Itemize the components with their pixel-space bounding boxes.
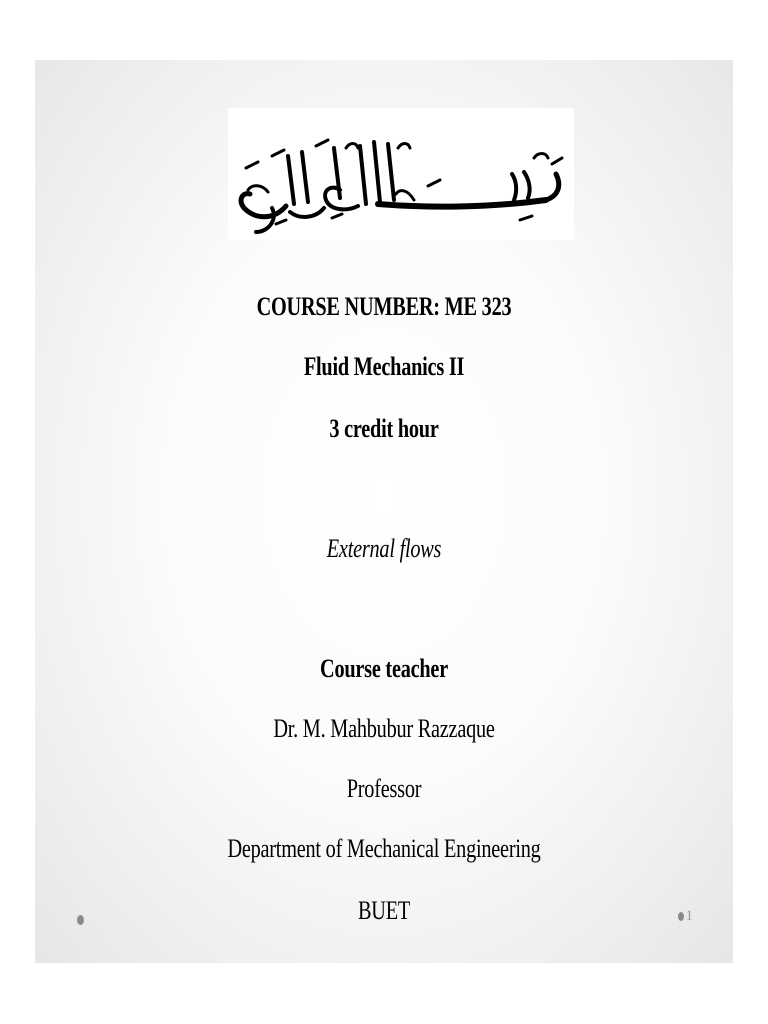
teacher-department: Department of Mechanical Engineering <box>227 834 541 863</box>
course-credit: 3 credit hour <box>329 414 439 443</box>
page-number: 1 <box>685 908 693 924</box>
bullet-dot-icon <box>678 912 684 921</box>
teacher-name: Dr. M. Mahbubur Razzaque <box>273 714 495 743</box>
slide <box>35 60 733 963</box>
basmala-calligraphy-icon <box>228 108 574 240</box>
page-number-marker <box>678 908 694 925</box>
teacher-position: Professor <box>346 774 422 803</box>
teacher-institution: BUET <box>357 896 411 925</box>
lecture-topic: External flows <box>326 534 442 563</box>
course-title: Fluid Mechanics II <box>303 352 465 381</box>
basmala-calligraphy-image <box>228 108 574 240</box>
bullet-dot-icon <box>77 915 84 925</box>
course-number: COURSE NUMBER: ME 323 <box>256 292 512 321</box>
teacher-heading: Course teacher <box>320 654 448 683</box>
